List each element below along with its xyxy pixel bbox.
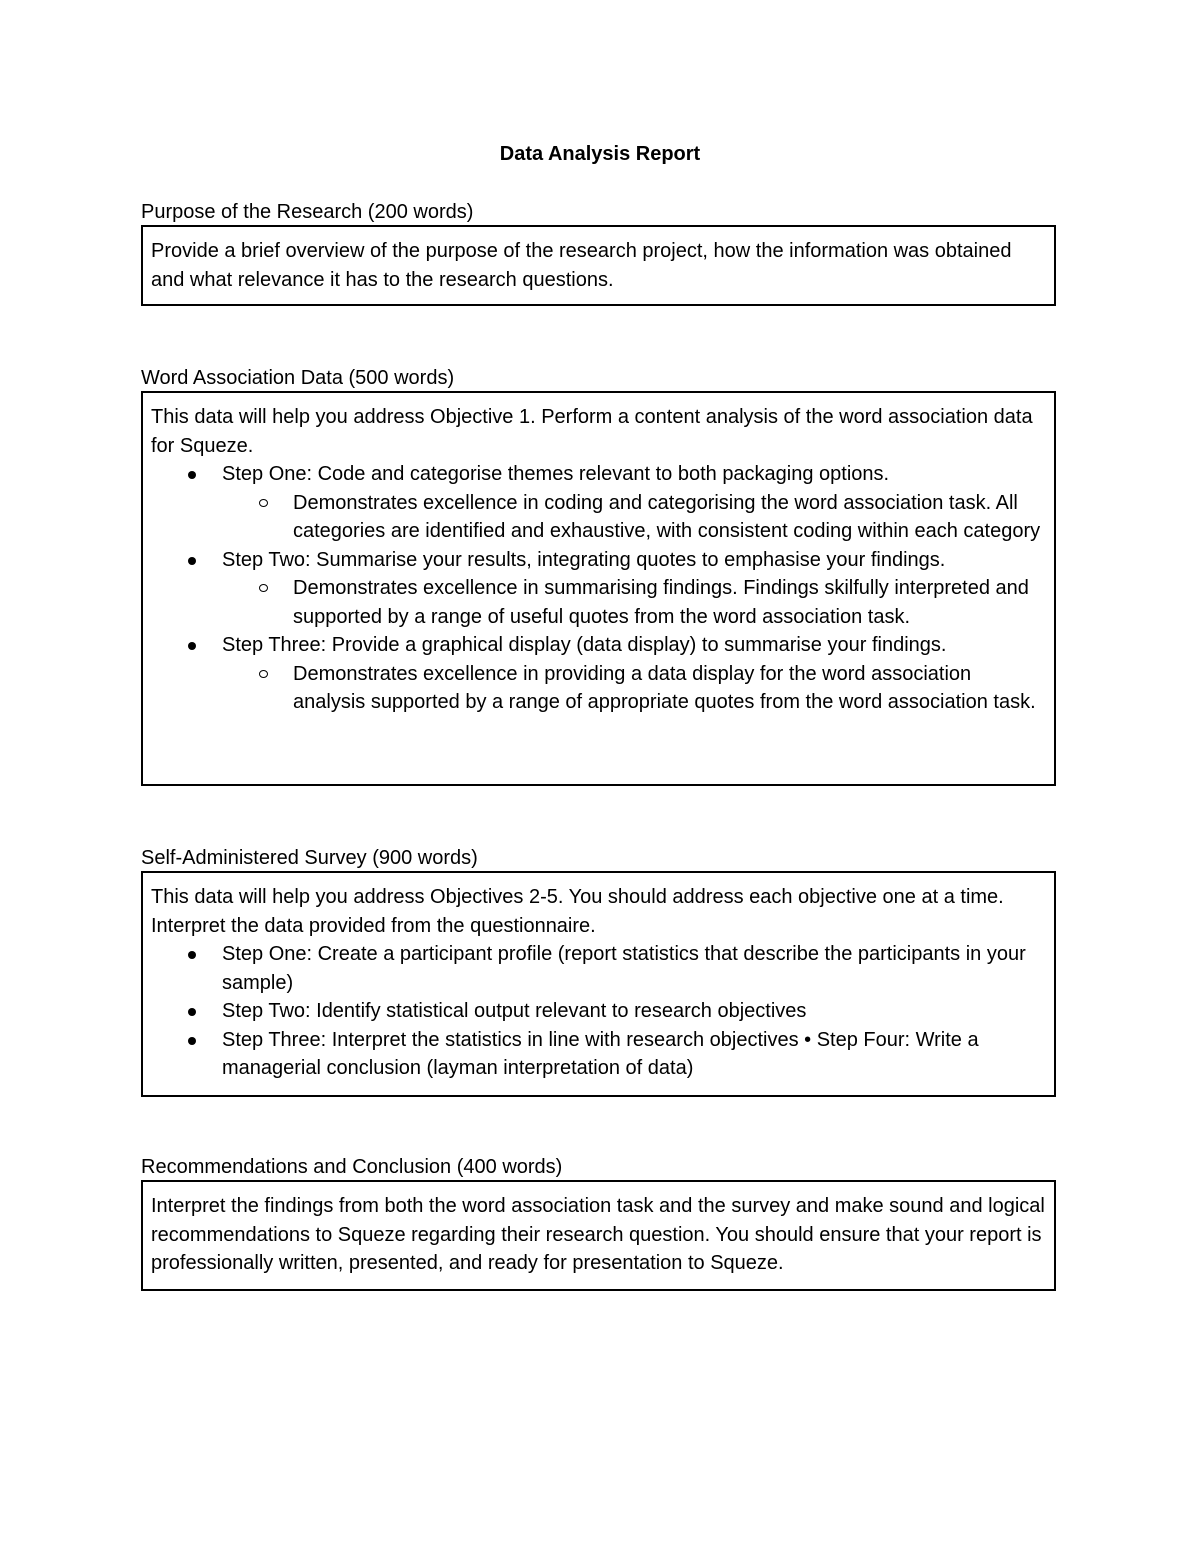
sub-step-text: Demonstrates excellence in coding and categorising the word association task. All categories are identified and exhaustive, with consistent coding within each category — [293, 491, 1041, 542]
word-association-intro: This data will help you address Objective 1. Perform a content analysis of the word association data for Squeze. — [151, 406, 1033, 457]
survey-section-label: Self-Administered Survey (900 words) — [141, 847, 478, 869]
step-text: Step Two: Summarise your results, integrating quotes to emphasise your findings. — [222, 548, 946, 571]
list-item — [151, 631, 1046, 717]
purpose-box — [141, 225, 1056, 306]
sub-list — [222, 574, 1046, 631]
sub-step-text: Demonstrates excellence in providing a data display for the word association analysis supported by a range of appropriate quotes from the word association task. — [293, 662, 1036, 713]
sub-list-item — [222, 489, 1046, 546]
sub-step-text: Demonstrates excellence in summarising findings. Findings skilfully interpreted and supported by a range of useful quotes from the word association task. — [293, 577, 1029, 628]
purpose-text: Provide a brief overview of the purpose of the research project, how the information was obtained and what relevance it has to the research questions. — [151, 240, 1012, 291]
survey-box — [141, 871, 1056, 1097]
step-text: Step Three: Provide a graphical display (data display) to summarise your findings. — [222, 634, 947, 656]
step-text: Step Three: Interpret the statistics in line with research objectives • Step Four: Write a managerial conclusion (layman interpretation of data) — [222, 1028, 979, 1079]
list-item — [151, 1026, 1046, 1083]
sub-list-item — [222, 574, 1046, 631]
recommendations-box — [141, 1180, 1056, 1291]
list-item — [151, 997, 1046, 1026]
list-item — [151, 546, 1046, 632]
word-association-step-list — [151, 460, 1046, 717]
survey-step-list — [151, 940, 1046, 1083]
recommendations-section-label: Recommendations and Conclusion (400 words) — [141, 1156, 563, 1178]
list-item — [151, 460, 1046, 546]
step-text: Step Two: Identify statistical output relevant to research objectives — [222, 1000, 807, 1022]
sub-list — [222, 489, 1046, 546]
recommendations-text: Interpret the findings from both the word association task and the survey and make sound and logical recommendations to Squeze regarding their research question. You should ensure that your report is professionally written, presented, and ready for presentation to Squeze. — [151, 1195, 1045, 1274]
purpose-section-label: Purpose of the Research (200 words) — [141, 201, 474, 223]
sub-list-item — [222, 660, 1046, 717]
sub-list — [222, 660, 1046, 717]
word-association-box — [141, 391, 1056, 786]
step-text: Step One: Code and categorise themes relevant to both packaging options. — [222, 463, 890, 485]
survey-intro: This data will help you address Objectives 2-5. You should address each objective one at a time. Interpret the data provided from the questionnaire. — [151, 886, 1004, 937]
list-item — [151, 940, 1046, 997]
step-text: Step One: Create a participant profile (report statistics that describe the participants in your sample) — [222, 943, 1026, 994]
word-association-section-label: Word Association Data (500 words) — [141, 367, 455, 389]
document-title: Data Analysis Report — [499, 143, 701, 165]
